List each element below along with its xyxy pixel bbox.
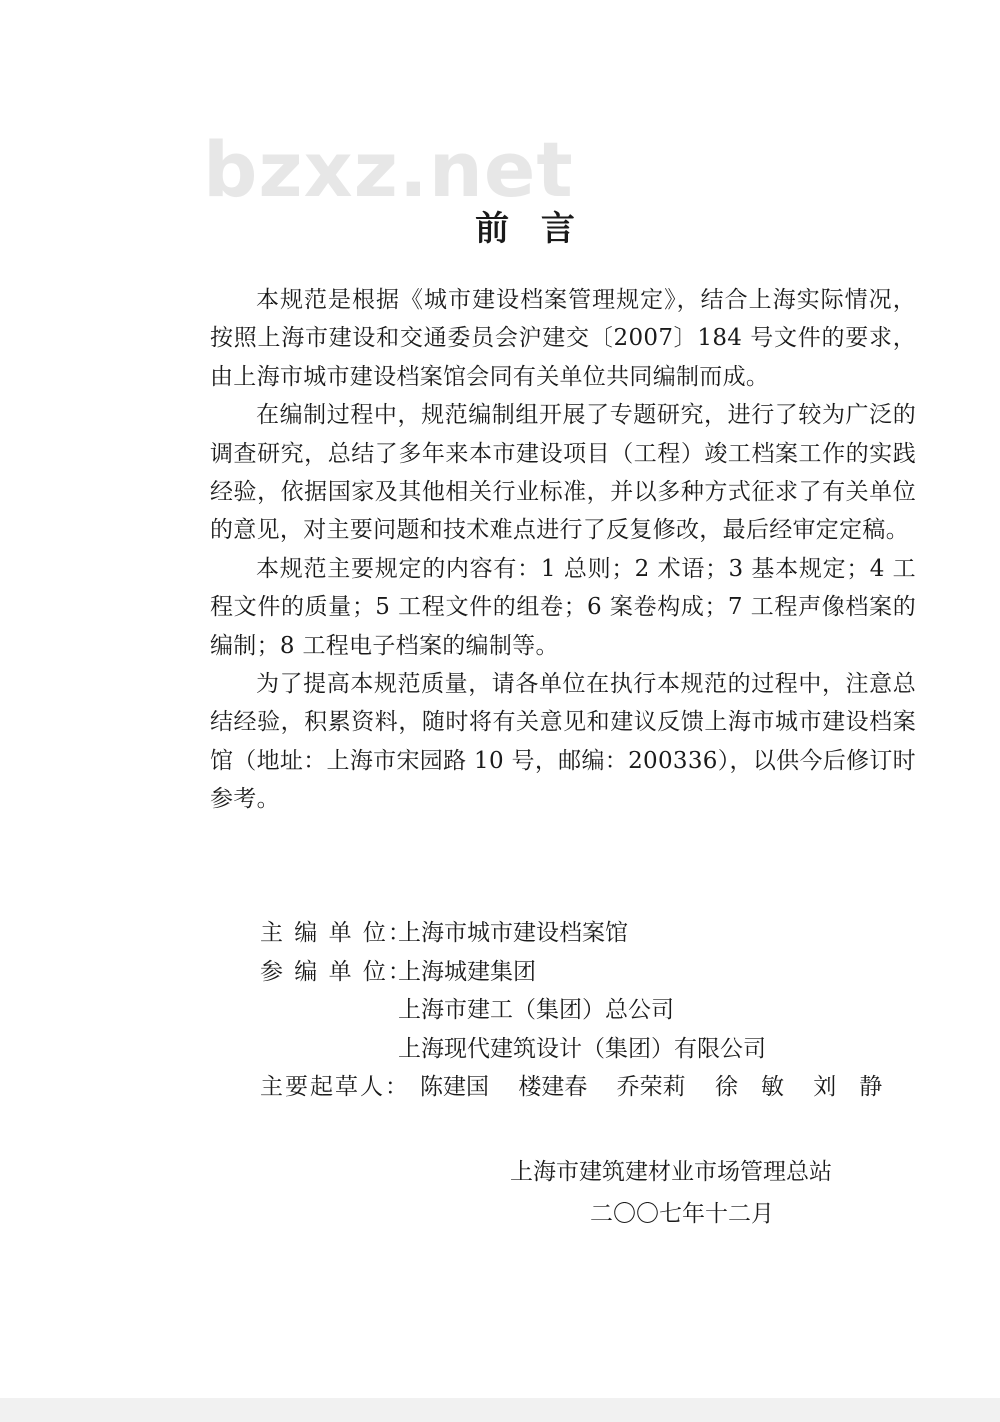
issuing-organization: 上海市建筑建材业市场管理总站	[510, 1159, 832, 1185]
participant-item: 上海现代建筑设计（集团）有限公司	[398, 1035, 766, 1062]
watermark: bzxz.net	[203, 125, 574, 214]
drafters-row	[260, 1068, 926, 1107]
drafter-name: 楼建春	[518, 1074, 588, 1101]
chief-editor-row	[260, 914, 926, 953]
issue-date: 二〇〇七年十二月	[590, 1201, 774, 1227]
drafters-label: 主要起草人：	[260, 1074, 410, 1101]
paragraph-1: 本规范是根据《城市建设档案管理规定》，结合上海实际情况，按照上海市建设和交通委员会沪建交〔2007〕184 号文件的要求，由上海市城市建设档案馆会同有关单位共同编制而成。	[210, 287, 916, 390]
drafter-name: 刘 静	[813, 1074, 883, 1101]
paragraph-2: 在编制过程中，规范编制组开展了专题研究，进行了较为广泛的调查研究，总结了多年来本市建设项目（工程）竣工档案工作的实践经验，依据国家及其他相关行业标准，并以多种方式征求了有关单位的意见，对主要问题和技术难点进行了反复修改，最后经审定定稿。	[210, 402, 916, 544]
page-title: 前 言	[475, 209, 585, 249]
participants-label: 参 编 单 位：	[260, 958, 413, 985]
drafter-name: 徐 敏	[714, 1074, 784, 1101]
participants-list	[398, 953, 766, 1069]
participant-item: 上海城建集团	[398, 958, 536, 985]
paragraph-4: 为了提高本规范质量，请各单位在执行本规范的过程中，注意总结经验，积累资料，随时将有关意见和建议反馈上海市城市建设档案馆（地址：上海市宋园路 10 号，邮编：200336），以供今后修订时参考。	[210, 671, 916, 813]
credits-block	[260, 914, 926, 1107]
drafter-name: 乔荣莉	[616, 1074, 686, 1101]
participants-row	[260, 953, 926, 1069]
chief-editor-value: 上海市城市建设档案馆	[398, 920, 628, 946]
participant-item: 上海市建工（集团）总公司	[398, 997, 674, 1024]
paragraph-3: 本规范主要规定的内容有：1 总则；2 术语；3 基本规定；4 工程文件的质量；5 工程文件的组卷；6 案卷构成；7 工程声像档案的编制；8 工程电子档案的编制等。	[210, 555, 916, 659]
drafters-list	[420, 1068, 904, 1107]
page-bottom-edge	[0, 1398, 1000, 1422]
drafter-name: 陈建国	[420, 1074, 489, 1101]
preface-body	[210, 281, 916, 819]
chief-editor-label: 主 编 单 位：	[260, 920, 413, 946]
